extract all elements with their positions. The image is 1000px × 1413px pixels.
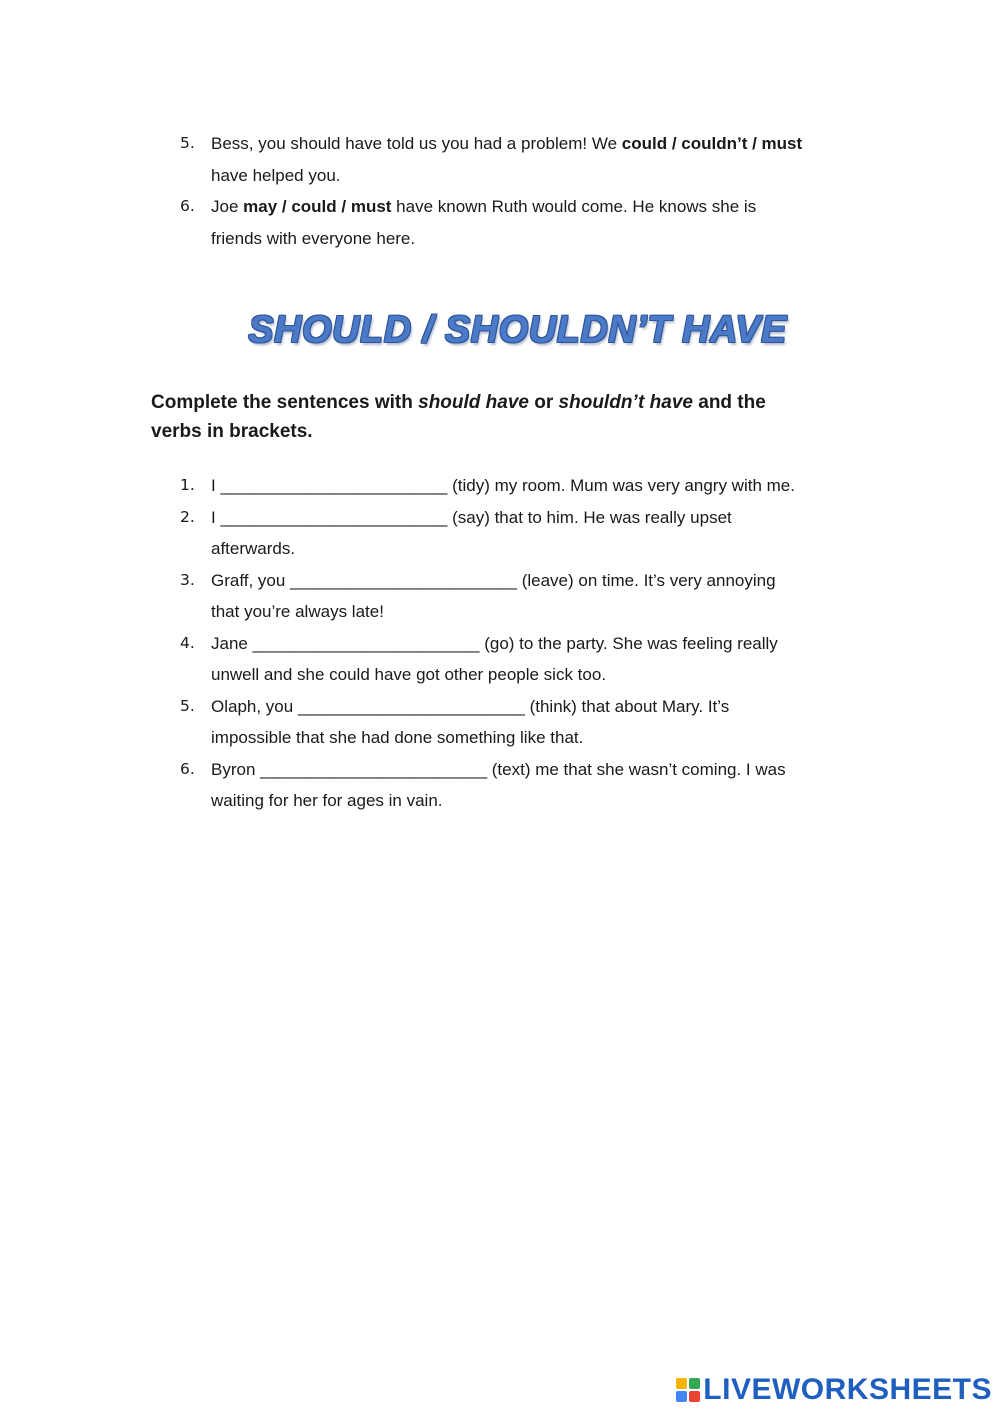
- logo-square: [676, 1391, 687, 1402]
- item-text: I ________________________ (say) that to him. He was really upset: [211, 507, 732, 527]
- item-number: 5.: [180, 134, 195, 152]
- item-number: 6.: [180, 759, 195, 778]
- instructions: [151, 389, 841, 446]
- item-text-line2: have helped you.: [211, 165, 341, 185]
- exercise-item: [180, 628, 880, 691]
- item-number: 3.: [180, 570, 195, 589]
- instructions-emphasis: should have: [418, 392, 529, 413]
- instructions-text: or: [528, 392, 559, 413]
- item-number: 5.: [180, 696, 195, 715]
- logo-text: LIVEWORKSHEETS: [703, 1373, 992, 1406]
- item-text: Olaph, you ________________________ (think) that about Mary. It’s: [211, 696, 730, 716]
- list-item: [180, 191, 880, 254]
- item-text: Byron ________________________ (text) me that she wasn’t coming. I was: [211, 759, 786, 779]
- item-number: 1.: [180, 476, 195, 494]
- exercise-item: [180, 502, 880, 565]
- item-text-line2: afterwards.: [211, 539, 296, 558]
- exercise-item: [180, 565, 880, 628]
- section-title: SHOULD / SHOULDN’T HAVE: [248, 309, 787, 351]
- instructions-emphasis: shouldn’t have: [558, 392, 693, 413]
- item-options: may / could / must: [243, 197, 392, 216]
- item-text: Joe: [211, 197, 244, 216]
- item-options: could / couldn’t / must: [621, 134, 803, 153]
- logo-square: [689, 1378, 700, 1389]
- top-question-list: [180, 128, 880, 254]
- instructions-text: and the: [692, 392, 766, 413]
- item-text: Graff, you ________________________ (leave) on time. It’s very annoying: [211, 570, 776, 590]
- exercise-item: [180, 470, 880, 502]
- item-text: I ________________________ (tidy) my room. Mum was very angry with me.: [211, 476, 795, 495]
- item-number: 6.: [180, 197, 195, 215]
- instructions-text-line2: verbs in brackets.: [151, 420, 313, 442]
- list-item: [180, 128, 880, 191]
- item-text: Bess, you should have told us you had a problem! We: [211, 134, 622, 153]
- item-text-line2: that you’re always late!: [211, 602, 384, 621]
- item-text: Jane ________________________ (go) to the party. She was feeling really: [211, 633, 778, 653]
- instructions-text: Complete the sentences with: [151, 392, 419, 413]
- item-number: 4.: [180, 633, 195, 652]
- exercise-item: [180, 754, 880, 817]
- exercise-list: [180, 470, 880, 817]
- logo-square: [676, 1378, 687, 1389]
- liveworksheets-logo: [676, 1375, 992, 1405]
- logo-square: [689, 1391, 700, 1402]
- item-text: have known Ruth would come. He knows she is: [391, 197, 757, 216]
- item-text-line2: waiting for her for ages in vain.: [211, 791, 443, 810]
- exercise-item: [180, 691, 880, 754]
- item-text-line2: friends with everyone here.: [211, 228, 416, 248]
- item-text-line2: unwell and she could have got other people sick too.: [211, 665, 607, 684]
- item-text-line2: impossible that she had done something like that.: [211, 728, 584, 747]
- item-number: 2.: [180, 507, 195, 526]
- logo-mark-icon: [676, 1378, 700, 1402]
